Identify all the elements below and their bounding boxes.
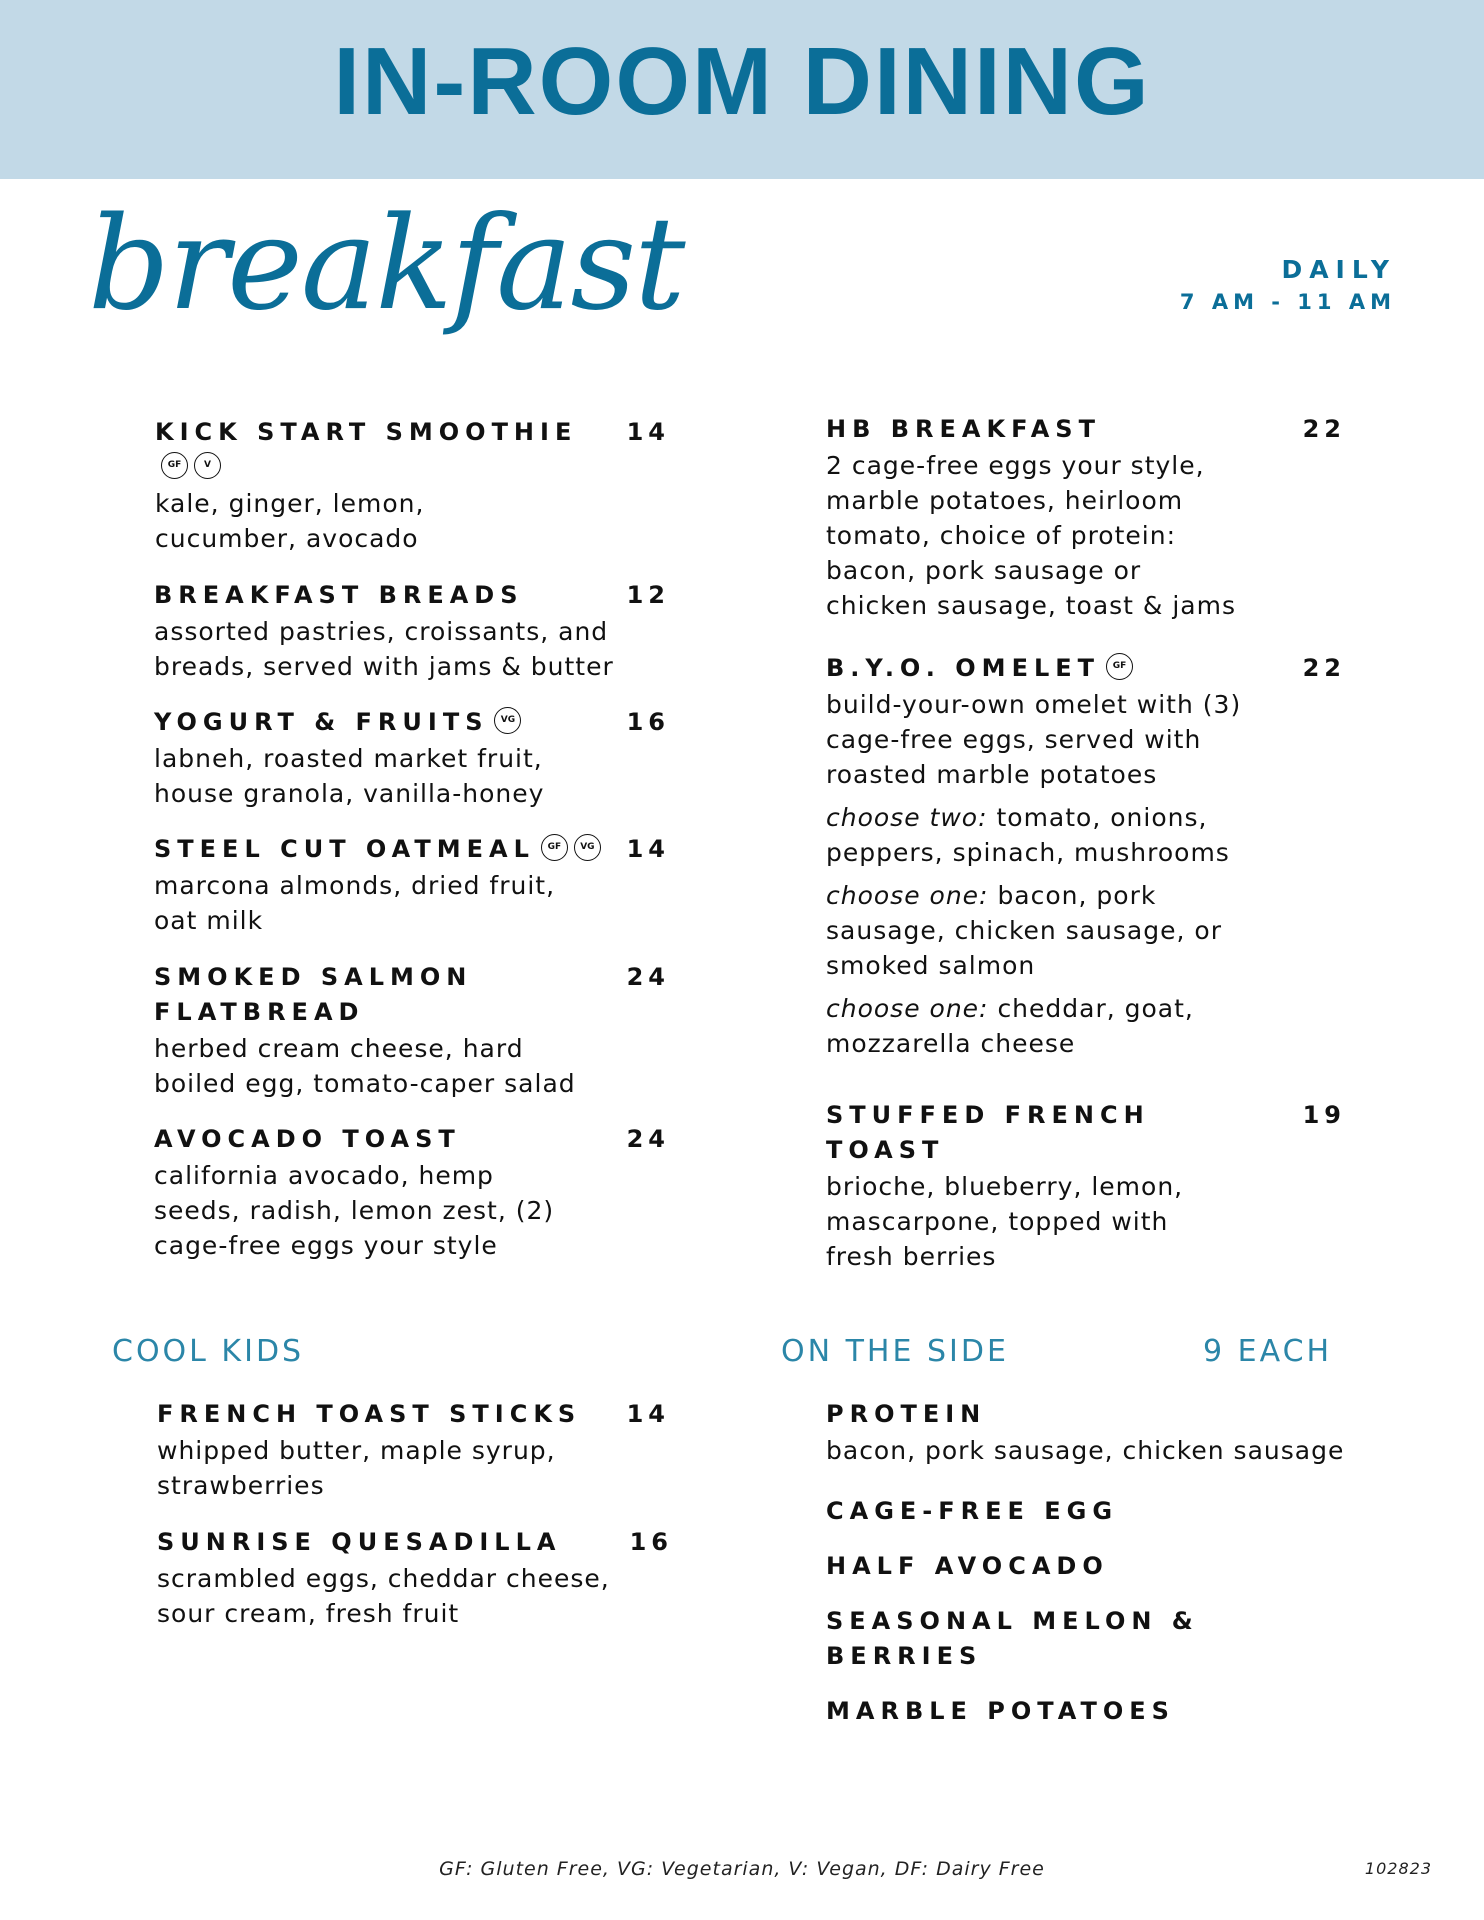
menu-item-kick-start-smoothie: [155, 415, 670, 556]
gluten-free-badge: GF: [1106, 653, 1133, 680]
menu-item-french-toast-sticks: [157, 1397, 670, 1503]
item-name: SUNRISE QUESADILLA: [157, 1528, 562, 1556]
choice-label: choose one:: [826, 881, 989, 910]
menu-item-yogurt-fruits: [154, 705, 670, 811]
item-name: B.Y.O. OMELET GF: [826, 651, 1281, 686]
side-item-marble-potatoes: [826, 1694, 1326, 1729]
item-price: 16: [626, 708, 670, 736]
item-price: 19: [1302, 1101, 1346, 1129]
item-description: whipped butter, maple syrup, strawberries: [157, 1436, 556, 1500]
item-description: marcona almonds, dried fruit, oat milk: [154, 871, 556, 935]
hours-block: [1180, 255, 1396, 314]
item-description: 2 cage-free eggs your style, marble potatoes, heirloom tomato, choice of protein: bacon, pork sausage or chicken sausage, toast & jams: [826, 451, 1236, 620]
vegetarian-badge: VG: [494, 707, 521, 734]
menu-item-breakfast-breads: [154, 578, 670, 684]
side-item-half-avocado: [826, 1549, 1326, 1584]
item-price: 12: [626, 581, 670, 609]
section-title-cool-kids: COOL KIDS: [112, 1334, 305, 1369]
item-name: FRENCH TOAST STICKS: [157, 1400, 582, 1428]
hours-label: DAILY: [1281, 255, 1396, 284]
vegetarian-badge: VG: [574, 834, 601, 861]
side-item-cage-free-egg: [826, 1494, 1326, 1529]
breakfast-script-title: breakfast: [88, 190, 684, 339]
item-description: bacon, pork sausage, chicken sausage: [826, 1436, 1345, 1465]
item-name: PROTEIN: [826, 1400, 987, 1428]
item-description: scrambled eggs, cheddar cheese, sour cream, fresh fruit: [157, 1564, 610, 1628]
choice-label: choose one:: [826, 994, 989, 1023]
item-name: SMOKED SALMON FLATBREAD: [154, 963, 473, 1026]
choice-text: cheddar, goat, mozzarella cheese: [826, 994, 1194, 1058]
item-name: STEEL CUT OATMEAL GF VG: [154, 832, 609, 867]
item-name: MARBLE POTATOES: [826, 1697, 1175, 1725]
item-name: AVOCADO TOAST: [154, 1125, 461, 1153]
menu-item-byo-omelet: [826, 651, 1346, 1061]
side-item-seasonal-melon-berries: [826, 1604, 1326, 1674]
item-price: 14: [626, 418, 670, 446]
omelet-choice-protein: [826, 878, 1246, 983]
item-price: 14: [626, 835, 670, 863]
hours-time: 7 AM - 11 AM: [1179, 290, 1396, 314]
item-description: build-your-own omelet with (3) cage-free eggs, served with roasted marble potatoes: [826, 690, 1242, 789]
item-name: KICK START SMOOTHIEGF V: [155, 415, 610, 485]
omelet-choice-veggies: [826, 800, 1246, 870]
page-title: IN-ROOM DINING: [333, 28, 1151, 135]
item-description: labneh, roasted market fruit, house granola, vanilla-honey: [154, 744, 545, 808]
item-description: kale, ginger, lemon, cucumber, avocado: [155, 489, 425, 553]
menu-item-sunrise-quesadilla: [157, 1525, 673, 1631]
dietary-legend: GF: Gluten Free, VG: Vegetarian, V: Vegan, DF: Dairy Free: [439, 1858, 1045, 1880]
menu-item-hb-breakfast: [826, 412, 1346, 623]
item-name: YOGURT & FRUITS VG: [154, 705, 609, 740]
vegan-badge: V: [194, 452, 221, 479]
item-price: 24: [626, 963, 670, 991]
omelet-choice-cheese: [826, 991, 1246, 1061]
item-description: california avocado, hemp seeds, radish, lemon zest, (2) cage-free eggs your style: [154, 1161, 555, 1260]
item-price: 22: [1302, 415, 1346, 443]
gluten-free-badge: GF: [161, 452, 188, 479]
item-name: BREAKFAST BREADS: [154, 581, 524, 609]
side-item-protein: [826, 1397, 1366, 1468]
menu-item-steel-cut-oatmeal: [154, 832, 670, 938]
item-price: 24: [626, 1125, 670, 1153]
item-price: 16: [629, 1528, 673, 1556]
item-price: 14: [626, 1400, 670, 1428]
item-price: 22: [1302, 654, 1346, 682]
item-name: HB BREAKFAST: [826, 415, 1101, 443]
item-description: brioche, blueberry, lemon, mascarpone, topped with fresh berries: [826, 1172, 1184, 1271]
choice-label: choose two:: [826, 803, 988, 832]
menu-item-stuffed-french-toast: [826, 1098, 1346, 1274]
item-description: herbed cream cheese, hard boiled egg, tomato-caper salad: [154, 1034, 576, 1098]
gluten-free-badge: GF: [541, 834, 568, 861]
menu-item-smoked-salmon-flatbread: [154, 960, 670, 1101]
section-title-on-the-side: ON THE SIDE: [781, 1334, 1009, 1369]
item-name: HALF AVOCADO: [826, 1552, 1109, 1580]
item-description: assorted pastries, croissants, and breads, served with jams & butter: [154, 617, 614, 681]
choice-text: bacon, pork sausage, chicken sausage, or smoked salmon: [826, 881, 1222, 980]
menu-code: 102823: [1364, 1859, 1432, 1878]
choice-text: tomato, onions, peppers, spinach, mushrooms: [826, 803, 1230, 867]
side-price-note: 9 EACH: [1203, 1334, 1333, 1369]
item-name: STUFFED FRENCH TOAST: [826, 1101, 1150, 1164]
header-banner: [0, 0, 1484, 179]
item-name: CAGE-FREE EGG: [826, 1497, 1119, 1525]
item-name: SEASONAL MELON & BERRIES: [826, 1607, 1199, 1670]
menu-item-avocado-toast: [154, 1122, 670, 1263]
